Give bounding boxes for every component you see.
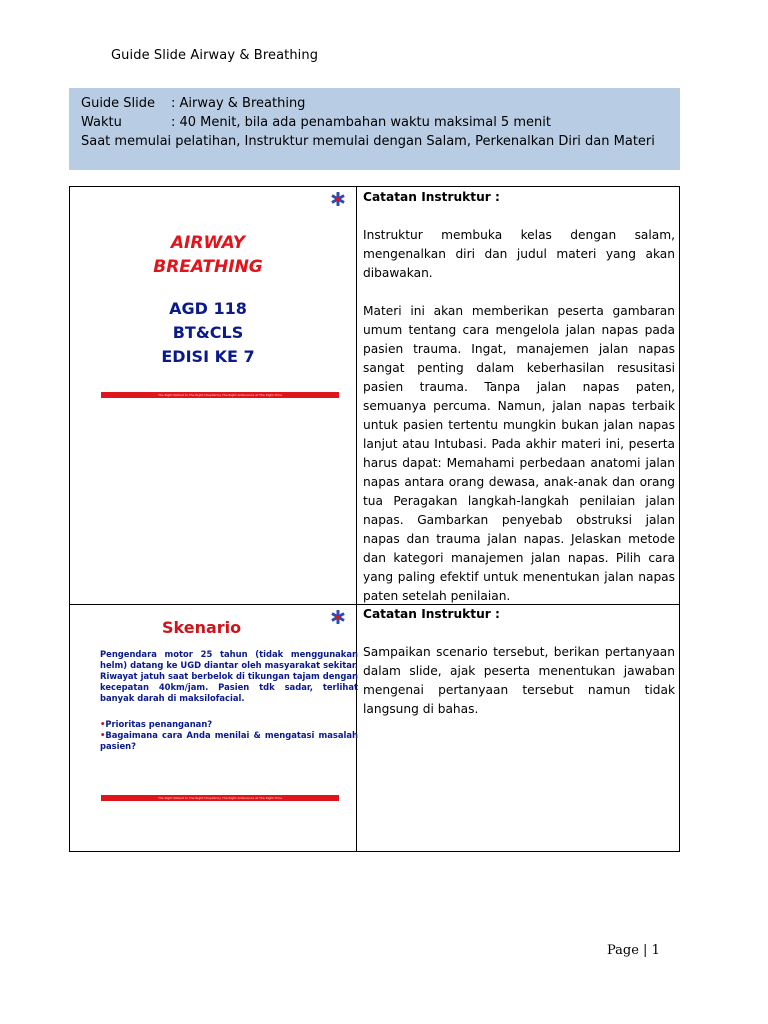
- slide-title-line2: BREATHING: [153, 257, 263, 277]
- info-row-waktu: [81, 113, 680, 132]
- star-of-life-icon: [330, 609, 346, 625]
- slide-thumbnail-skenario: [92, 605, 358, 827]
- notes-paragraph: Sampaikan scenario tersebut, berikan pertanyaan dalam slide, ajak peserta menentukan jawaban mengenai pertanyaan tersebut namun tidak langsung di bahas.: [363, 645, 675, 716]
- question-item: [100, 730, 358, 752]
- notes-heading: Catatan Instruktur :: [363, 190, 500, 204]
- slide-code-line3: EDISI KE 7: [161, 347, 255, 366]
- info-line-instruction: Saat memulai pelatihan, Instruktur memulai dengan Salam, Perkenalkan Diri dan Materi: [81, 134, 655, 149]
- scenario-text: Pengendara motor 25 tahun (tidak menggunakan helm) datang ke UGD diantar oleh masyarakat sekitar. Riwayat jatuh saat berbelok di tikungan tajam dengan kecepatan 40km/jam. Pasien tdk sadar, terlihat banyak darah di maksilofacial.: [100, 649, 358, 703]
- info-row-guide-slide: [81, 94, 680, 113]
- notes-paragraph: Materi ini akan memberikan peserta gambaran umum tentang cara mengelola jalan napas pada pasien trauma. Ingat, manajemen jalan napas sangat penting dalam keberhasilan resusitasi pasien trauma. Tanpa jalan napas paten, semuanya percuma. Namun, jalan napas terbaik untuk pasien tertentu mungkin bukan jalan napas lanjut atau Intubasi. Pada akhir materi ini, peserta harus dapat: Memahami perbedaan anatomi jalan napas antara orang dewasa, anak-anak dan orang tua Peragakan langkah-langkah penilaian jalan napas. Gambarkan penyebab obstruksi jalan napas dan trauma jalan napas. Jelaskan metode dan kategori manajemen jalan napas. Pilih cara yang paling efektif untuk menentukan jalan napas paten setelah penilaian.: [363, 304, 675, 603]
- slide-tagline-band: The Right Patient to The Right Hospital by The Right Ambulance at The Right Time: [101, 795, 339, 801]
- slide-notes-table: [69, 186, 680, 852]
- slide-code-line1: AGD 118: [169, 299, 247, 318]
- guide-info-box: [69, 88, 680, 170]
- instructor-notes-1: [363, 188, 675, 606]
- slide-code-line2: BT&CLS: [172, 323, 244, 342]
- corner-mark: [69, 186, 74, 187]
- info-value: : Airway & Breathing: [171, 96, 306, 111]
- scenario-questions: [100, 719, 358, 752]
- info-value: : 40 Menit, bila ada penambahan waktu maksimal 5 menit: [171, 115, 551, 130]
- slide-tagline-band: The Right Patient to The Right Hospital by The Right Ambulance at The Right Time: [101, 392, 339, 398]
- star-of-life-icon: [330, 191, 346, 207]
- instructor-notes-2: [363, 605, 675, 719]
- slide-title: Skenario: [162, 618, 242, 637]
- slide-thumbnail-airway: [92, 187, 352, 409]
- notes-paragraph: Instruktur membuka kelas dengan salam, mengenalkan diri dan judul materi yang akan dibawakan.: [363, 228, 675, 280]
- info-key: Waktu: [81, 115, 122, 130]
- bullet-icon: •: [100, 719, 106, 729]
- notes-heading: Catatan Instruktur :: [363, 607, 500, 621]
- question-text: Prioritas penanganan?: [105, 719, 213, 729]
- question-item: [100, 719, 358, 730]
- info-key: Guide Slide: [81, 96, 156, 111]
- question-text: Bagaimana cara Anda menilai & mengatasi masalah pasien?: [100, 730, 358, 751]
- bullet-icon: •: [100, 730, 106, 740]
- slide-title-line1: AIRWAY: [170, 233, 246, 253]
- document-title: Guide Slide Airway & Breathing: [111, 48, 319, 63]
- page-number: Page | 1: [607, 943, 660, 958]
